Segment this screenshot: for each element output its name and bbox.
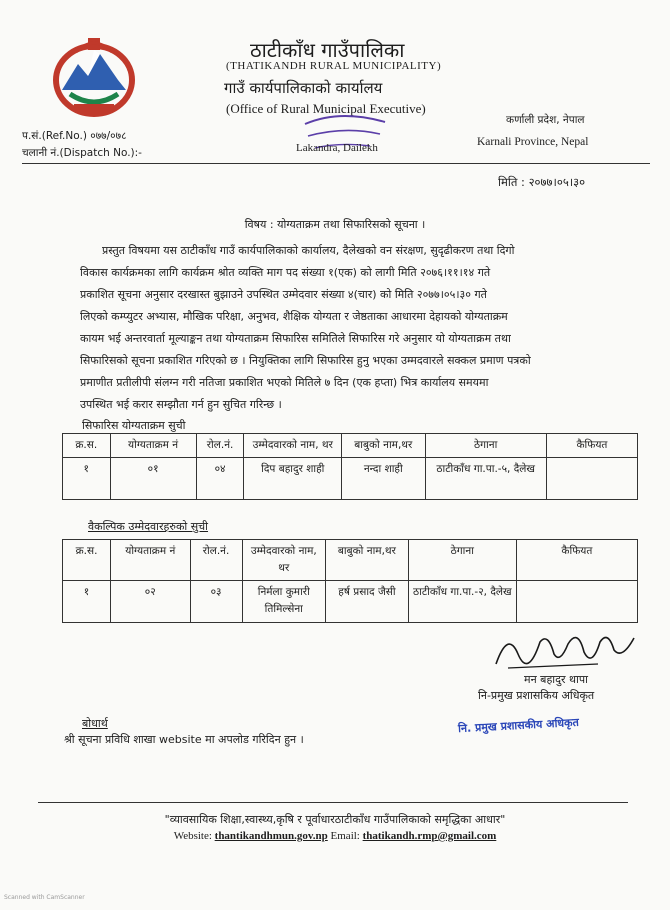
body-line: लिएको कम्प्युटर अभ्यास, मौखिक परिक्षा, अनुभव, शैक्षिक योग्यता र जेष्ठताका आधारमा देहायको योग्यताक्रम — [80, 310, 508, 323]
col-remarks: कैफियत — [546, 434, 637, 458]
table-row — [63, 581, 638, 623]
province-nepali: कर्णाली प्रदेश, नेपाल — [506, 114, 585, 126]
col-serial: क्र.स. — [63, 540, 111, 581]
cell-candidate-name: निर्मला कुमारी तिमिल्सेना — [242, 581, 325, 623]
cell-address: ठाटीकाँध गा.पा.-५, दैलेख — [425, 458, 546, 500]
table-header-row — [63, 540, 638, 581]
col-candidate-name: उम्मेदवारको नाम, थर — [244, 434, 342, 458]
col-remarks: कैफियत — [516, 540, 637, 581]
letter-date: मिति : २०७७।०५।३० — [498, 175, 586, 189]
body-line: प्रमाणीत प्रतीलीपी संलग्न गरी नतिजा प्रकाशित भएको मितिले ७ दिन (एक हप्ता) भित्र कार्यालय समयमा — [80, 376, 489, 389]
province-english: Karnali Province, Nepal — [477, 136, 589, 148]
col-candidate-name: उम्मेदवारको नाम, थर — [242, 540, 325, 581]
recommended-table — [62, 433, 638, 500]
cell-merit-no: ०१ — [110, 458, 196, 500]
cell-roll-no: ०४ — [196, 458, 244, 500]
cell-father-name: हर्ष प्रसाद जैसी — [326, 581, 409, 623]
col-merit-no: योग्यताक्रम नं — [111, 540, 190, 581]
cell-address: ठाटीकाँध गा.पा.-२, दैलेख — [408, 581, 516, 623]
cell-father-name: नन्दा शाही — [342, 458, 425, 500]
col-merit-no: योग्यताक्रम नं — [110, 434, 196, 458]
office-name-nepali: गाउँ कार्यपालिकाको कार्यालय — [224, 79, 383, 97]
website-label: Website: — [173, 830, 212, 842]
footer-divider — [38, 802, 628, 803]
notice-body — [80, 240, 628, 416]
table-row — [63, 458, 638, 500]
email-link[interactable]: thatikandh.rmp@gmail.com — [362, 830, 497, 842]
municipality-name-english: (THATIKANDH RURAL MUNICIPALITY) — [226, 60, 442, 72]
scanner-watermark: Scanned with CamScanner — [4, 894, 85, 901]
cell-remarks — [546, 458, 637, 500]
cc-line: श्री सूचना प्रविधि शाखा website मा अपलोड गरिदिन हुन । — [64, 733, 304, 746]
footer-motto: "व्यावसायिक शिक्षा,स्वास्थ्य,कृषि र पूर्वाधारठाटीकाँध गाउँपालिकाको समृद्धिका आधार" — [164, 813, 506, 826]
email-label: Email: — [330, 830, 360, 842]
cell-roll-no: ०३ — [190, 581, 242, 623]
office-name-english: (Office of Rural Municipal Executive) — [226, 101, 426, 116]
col-serial: क्र.स. — [63, 434, 111, 458]
cc-label: बोधार्थ — [82, 717, 108, 730]
website-link[interactable]: thantikandhmun.gov.np — [214, 830, 328, 842]
col-father-name: बाबुको नाम,थर — [342, 434, 425, 458]
table-header-row — [63, 434, 638, 458]
recommended-list-title: सिफारिस योग्यताक्रम सुची — [82, 419, 186, 432]
cell-candidate-name: दिप बहादुर शाही — [244, 458, 342, 500]
cell-merit-no: ०२ — [111, 581, 190, 623]
cell-serial: १ — [63, 458, 111, 500]
municipality-name-nepali: ठाटीकाँध गाउँपालिका — [250, 38, 405, 62]
subject-line: विषय : योग्यताक्रम तथा सिफारिसको सूचना । — [244, 218, 426, 231]
office-address: Lakandra, Dailekh — [296, 142, 378, 154]
col-address: ठेगाना — [408, 540, 516, 581]
body-line: उपस्थित भई करार सम्झौता गर्न हुन सुचित गरिन्छ । — [80, 398, 282, 411]
dispatch-number: चलानी नं.(Dispatch No.):- — [22, 147, 142, 159]
col-roll-no: रोल.नं. — [196, 434, 244, 458]
body-line: सिफारिसको सूचना प्रकाशित गरिएको छ । नियुक्तिका लागि सिफारिस हुनु भएका उम्मदवारले सक्कल प्रमाण पत्रको — [80, 354, 531, 367]
col-roll-no: रोल.नं. — [190, 540, 242, 581]
officer-stamp: नि. प्रमुख प्रशासकीय अधिकृत — [457, 715, 580, 736]
body-line: प्रकाशित सूचना अनुसार दरखास्त बुझाउने उपस्थित उम्मेदवार संख्या ४(चार) को मिति २०७७।०५।३० गते — [80, 288, 487, 301]
body-line: कायम भई अन्तरवार्ता मूल्याङ्कन तथा योग्यताक्रम सिफारिस समितिले सिफारिस गरे अनुसार यो योग्यताक्रम तथा — [80, 332, 511, 345]
alternate-list-title: वैकल्पिक उम्मेदवारहरुको सुची — [88, 520, 209, 533]
header-divider — [22, 163, 650, 164]
cell-remarks — [516, 581, 637, 623]
footer-contact — [0, 830, 670, 842]
body-line: प्रस्तुत विषयमा यस ठाटीकाँध गाउँ कार्यपालिकाको कार्यालय, दैलेखको वन संरक्षण, सुदृढीकरण तथा दिगो — [102, 244, 515, 257]
alternate-table — [62, 539, 638, 623]
officer-name: मन बहादुर थापा — [524, 673, 588, 686]
officer-signature — [488, 624, 648, 674]
col-address: ठेगाना — [425, 434, 546, 458]
officer-title: नि-प्रमुख प्रशासकिय अधिकृत — [478, 689, 595, 702]
body-line: विकास कार्यक्रमका लागि कार्यक्रम श्रोत व्यक्ति माग पद संख्या १(एक) को लागी मिति २०७६।११।१४ गते — [80, 266, 491, 279]
cell-serial: १ — [63, 581, 111, 623]
reference-number: प.सं.(Ref.No.) ०७७/०७८ — [22, 130, 127, 142]
col-father-name: बाबुको नाम,थर — [326, 540, 409, 581]
nepal-emblem-icon — [48, 30, 140, 122]
